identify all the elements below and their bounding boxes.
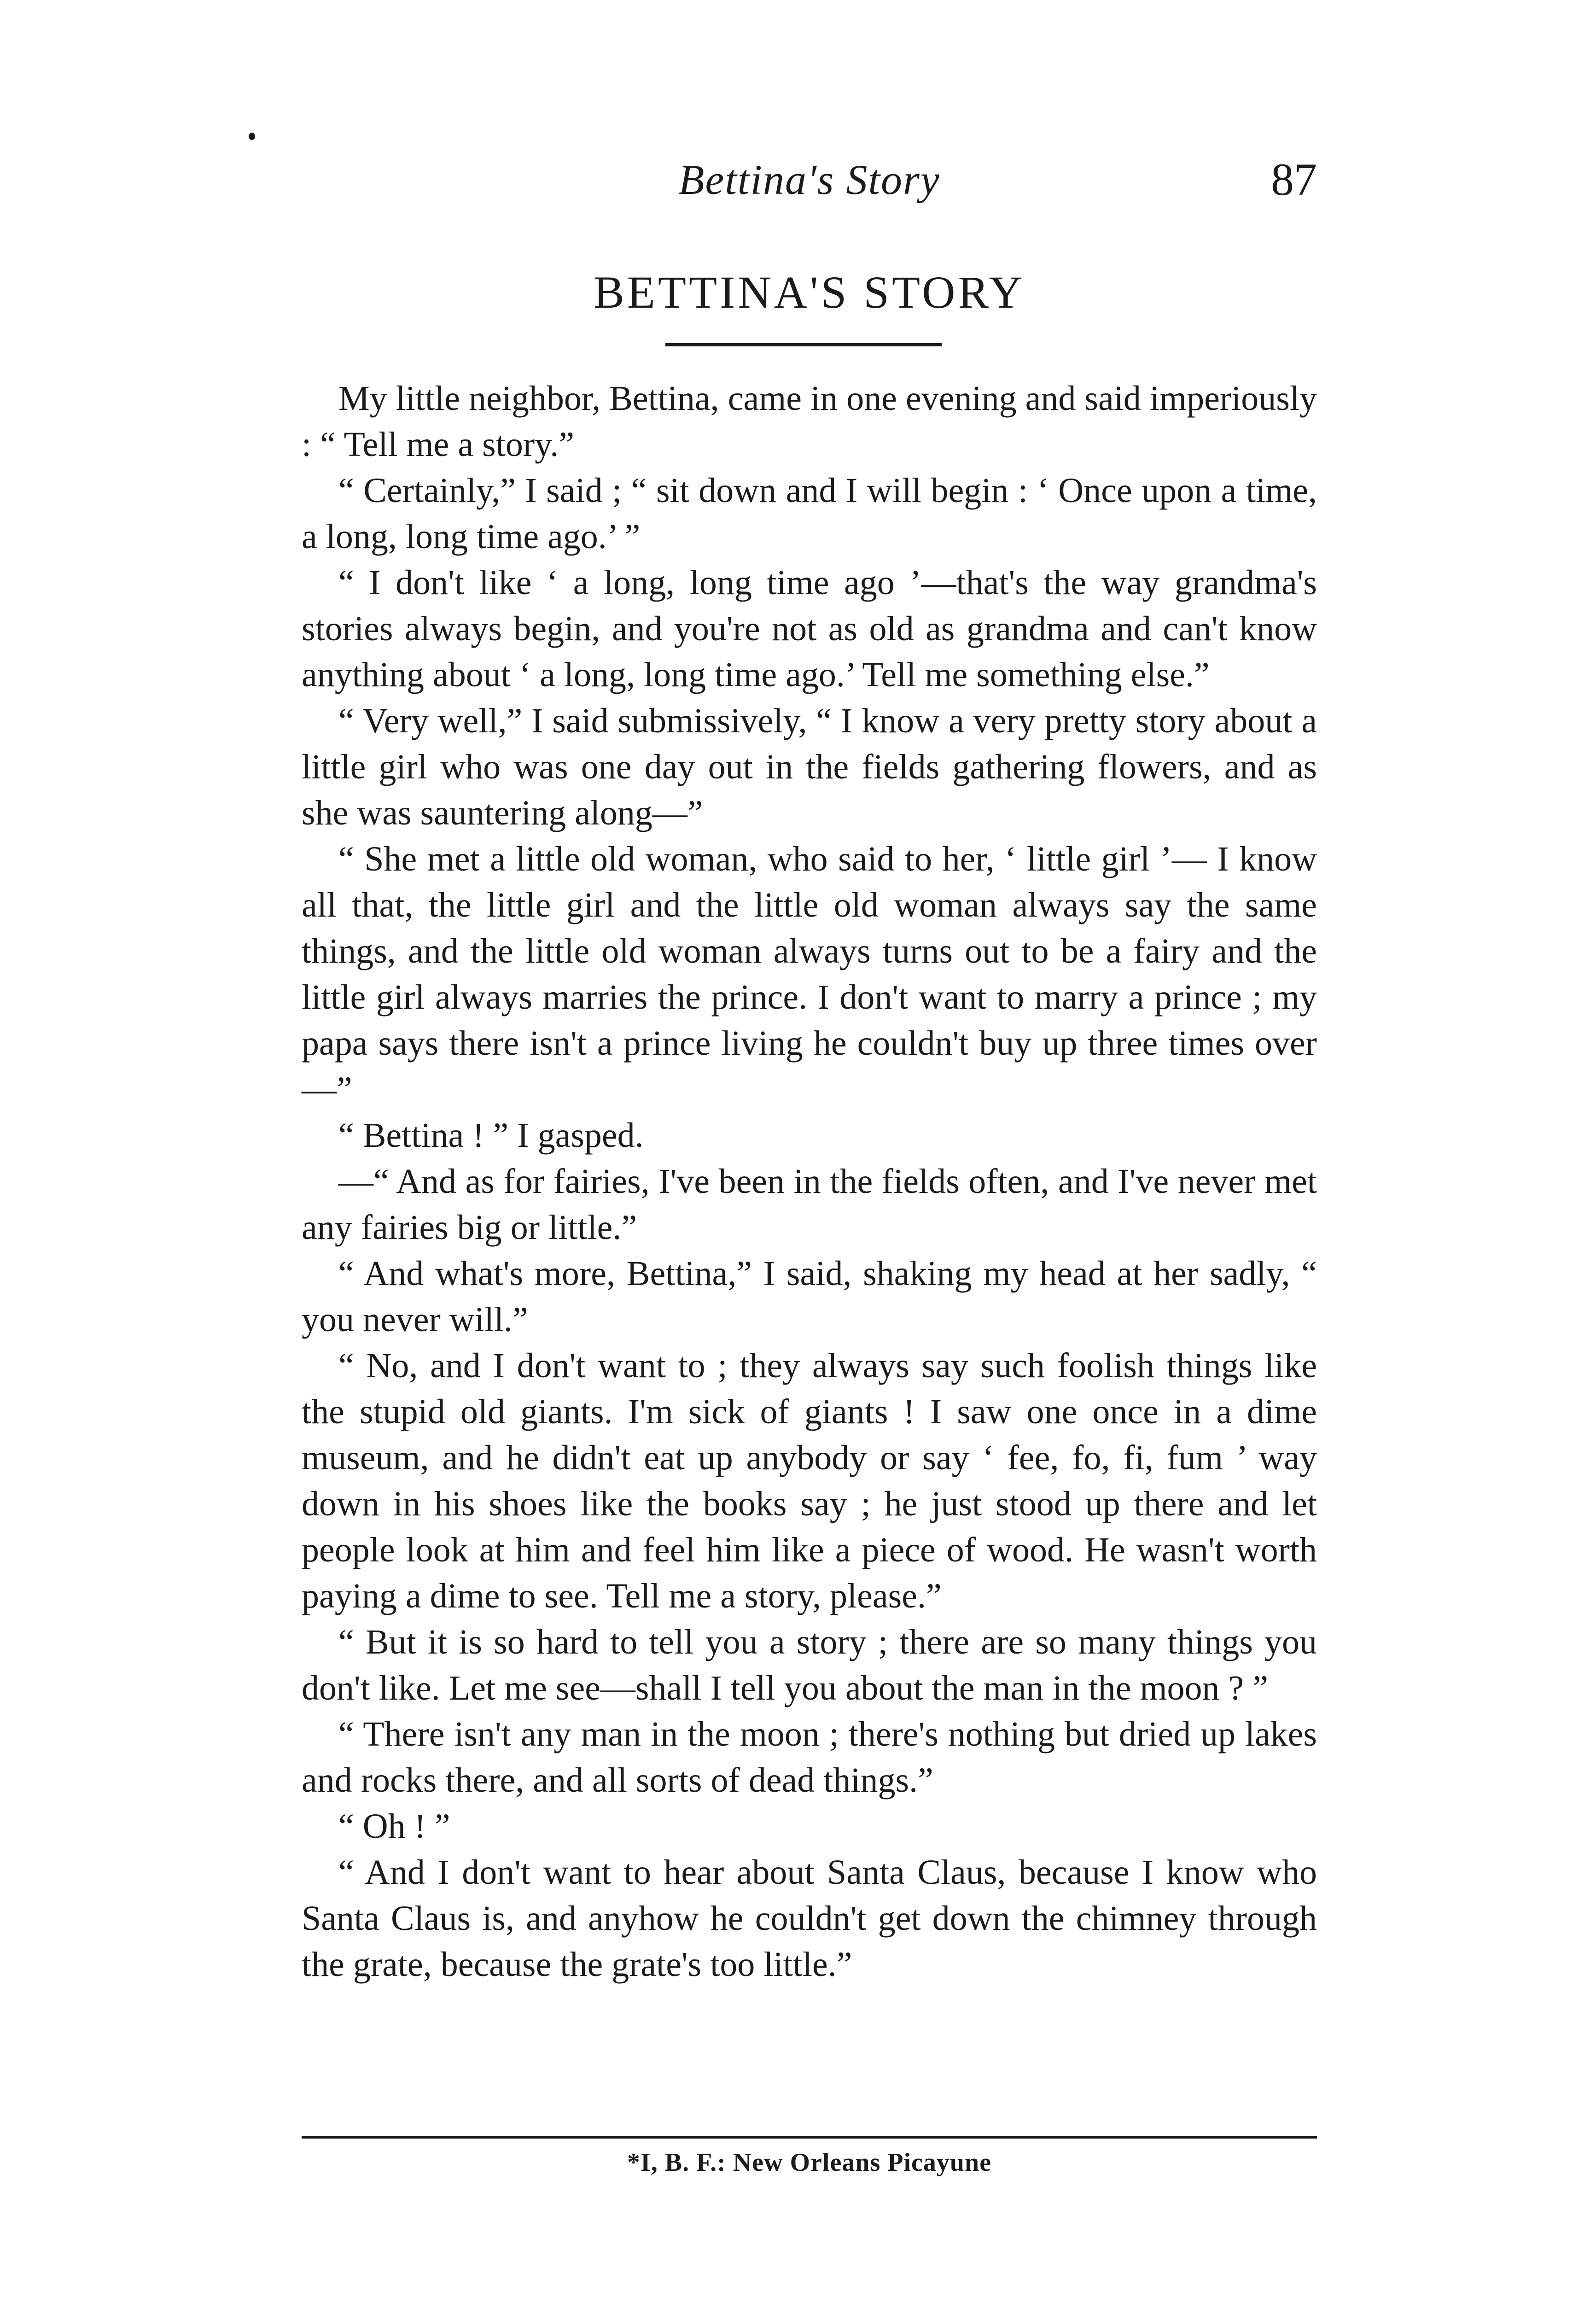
paragraph: “ And I don't want to hear about Santa Claus, because I know who Santa Claus is, and anyhow he couldn't get down the chimney through the grate, because the grate's too little.” (302, 1853, 1317, 1984)
title-rule (665, 343, 942, 346)
paragraph: My little neighbor, Bettina, came in one evening and said imperiously : “ Tell me a story.” (302, 379, 1317, 464)
chapter-title: BETTINA'S STORY (594, 267, 1025, 318)
footnote-rule (302, 2136, 1317, 2139)
running-title: Bettina's Story (678, 156, 940, 203)
paragraph: “ I don't like ‘ a long, long time ago ’—that's the way grandma's stories always begin, and you're not as old as grandma and can't know anything about ‘ a long, long time ago.’ Tell me something else.” (302, 563, 1317, 694)
footnote: *I, B. F.: New Orleans Picayune (627, 2148, 992, 2177)
paragraph: “ There isn't any man in the moon ; there's nothing but dried up lakes and rocks there, and all sorts of dead things.” (302, 1715, 1317, 1800)
running-header (302, 138, 1317, 221)
ink-speck (249, 133, 255, 140)
paragraph: —“ And as for fairies, I've been in the fields often, and I've never met any fairies big or little.” (302, 1162, 1317, 1247)
story-text (302, 375, 1317, 1987)
paragraph: “ She met a little old woman, who said to her, ‘ little girl ’— I know all that, the little girl and the little old woman always say the same things, and the little old woman always turns out to be a fairy and the little girl always marries the prince. I don't want to marry a prince ; my papa says there isn't a prince living he couldn't buy up three times over—” (302, 840, 1317, 1109)
paragraph: “ No, and I don't want to ; they always say such foolish things like the stupid old giants. I'm sick of giants ! I saw one once in a dime museum, and he didn't eat up anybody or say ‘ fee, fo, fi, fum ’ way down in his shoes like the books say ; he just stood up there and let people look at him and feel him like a piece of wood. He wasn't worth paying a dime to see. Tell me a story, please.” (302, 1346, 1317, 1615)
paragraph: “ Very well,” I said submissively, “ I know a very pretty story about a little girl who was one day out in the fields gathering flowers, and as she was sauntering along—” (302, 701, 1317, 832)
paragraph: “ But it is so hard to tell you a story ; there are so many things you don't like. Let me see—shall I tell you about the man in the moon ? ” (302, 1623, 1317, 1707)
paragraph: “ And what's more, Bettina,” I said, shaking my head at her sadly, “ you never will.” (302, 1254, 1317, 1339)
page-number: 87 (1271, 154, 1317, 205)
paragraph: “ Certainly,” I said ; “ sit down and I will begin : ‘ Once upon a time, a long, long time ago.’ ” (302, 471, 1317, 556)
paragraph: “ Oh ! ” (338, 1807, 450, 1846)
paragraph: “ Bettina ! ” I gasped. (338, 1116, 644, 1155)
